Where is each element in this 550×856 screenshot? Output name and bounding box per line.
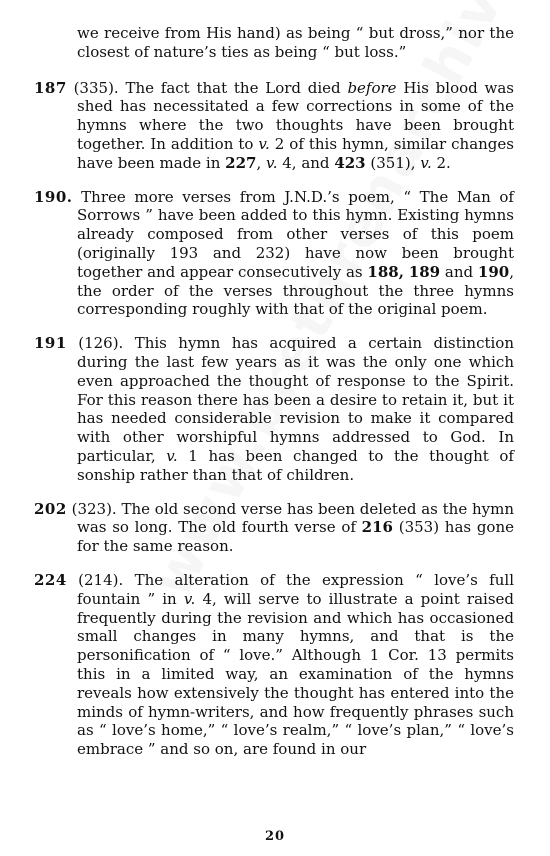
entry-text: (353) has gone for the same reason. <box>77 518 514 556</box>
entry-text: (351), <box>365 153 421 172</box>
entry-text: (214). The alteration of the expression “ love’s full fountain ” in <box>66 570 514 608</box>
entry-text: His blood was shed has necessitated a few corrections in some of the hymns where the two thoughts have been brought together. In addition to <box>77 78 514 153</box>
hymn-number: 191 <box>34 334 67 353</box>
entry-text: 2. <box>431 153 451 172</box>
hymn-number: 190. <box>34 187 73 206</box>
hymn-reference: 227 <box>225 153 257 172</box>
verse-abbrev: v. <box>266 153 278 172</box>
hymn-note-224 <box>34 571 514 759</box>
hymn-reference: 216 <box>361 518 393 537</box>
entry-text: 4, will serve to illustrate a point raised frequently during the revision and which has occasioned small changes in many hymns, and that is the personification of “ love.” Although 1 Cor. 13 permits this in a limited way, an examination of the hymns reveals how extensively the thought has entered into the minds of hymn-writers, and how frequently phrases such as “ love’s home,” “ love’s realm,” “ love’s plan,” “ love’s embrace ” and so on, are found in our <box>77 589 515 759</box>
entry-text: , the order of the verses throughout the three hymns corresponding roughly with that of the original poem. <box>77 262 514 319</box>
entry-text: 2 of this hymn, similar changes have been made in <box>77 134 514 172</box>
verse-abbrev: v. <box>166 446 178 465</box>
hymn-number: 224 <box>34 570 67 589</box>
continuation-paragraph: we receive from His hand) as being “ but dross,” nor the closest of nature’s ties as being “ but loss.” <box>77 24 514 61</box>
entry-text: (335). <box>66 78 119 97</box>
hymn-reference: 189 <box>408 262 441 281</box>
hymn-note-190 <box>34 188 514 320</box>
page-body <box>34 24 514 774</box>
entry-text: and <box>440 262 478 281</box>
hymn-number: 187 <box>34 78 67 97</box>
entry-text: , <box>256 153 267 172</box>
entry-text: 4, and <box>277 153 335 172</box>
hymn-reference: 188, <box>367 262 404 281</box>
entry-text: (126). This hymn has acquired a certain distinction during the last few years as it was the only one which even approached the thought of response to the Spirit. For this reason there has been a desire to retain it, but it has needed considerable revision to make it compared with other worshipful hymns addressed to God. In particular, <box>66 334 514 465</box>
entry-text: The fact that the Lord died <box>118 78 348 97</box>
hymn-number: 202 <box>34 499 67 518</box>
hymn-note-202 <box>34 500 514 556</box>
hymn-note-187 <box>34 79 514 173</box>
entry-text: 1 has been changed to the thought of sonship rather than that of children. <box>77 446 514 484</box>
verse-abbrev: v. <box>183 589 196 608</box>
entry-text: (323). The old second verse has been deleted as the hymn was so long. The old fourth verse of <box>66 499 514 537</box>
hymn-reference: 190 <box>477 262 510 281</box>
hymn-reference: 423 <box>334 153 366 172</box>
page-number: 20 <box>264 829 286 844</box>
verse-abbrev: v. <box>420 153 432 172</box>
hymn-note-191 <box>34 334 514 484</box>
entry-text: Three more verses from J.N.D.’s poem, “ The Man of Sorrows ” have been added to this hymn. Existing hymns already composed from other verses of this poem (originally 193 and 232) have now been brought together and appear consecutively as <box>72 187 514 281</box>
verse-abbrev: v. <box>258 134 270 153</box>
emphasis-text: before <box>347 78 397 97</box>
